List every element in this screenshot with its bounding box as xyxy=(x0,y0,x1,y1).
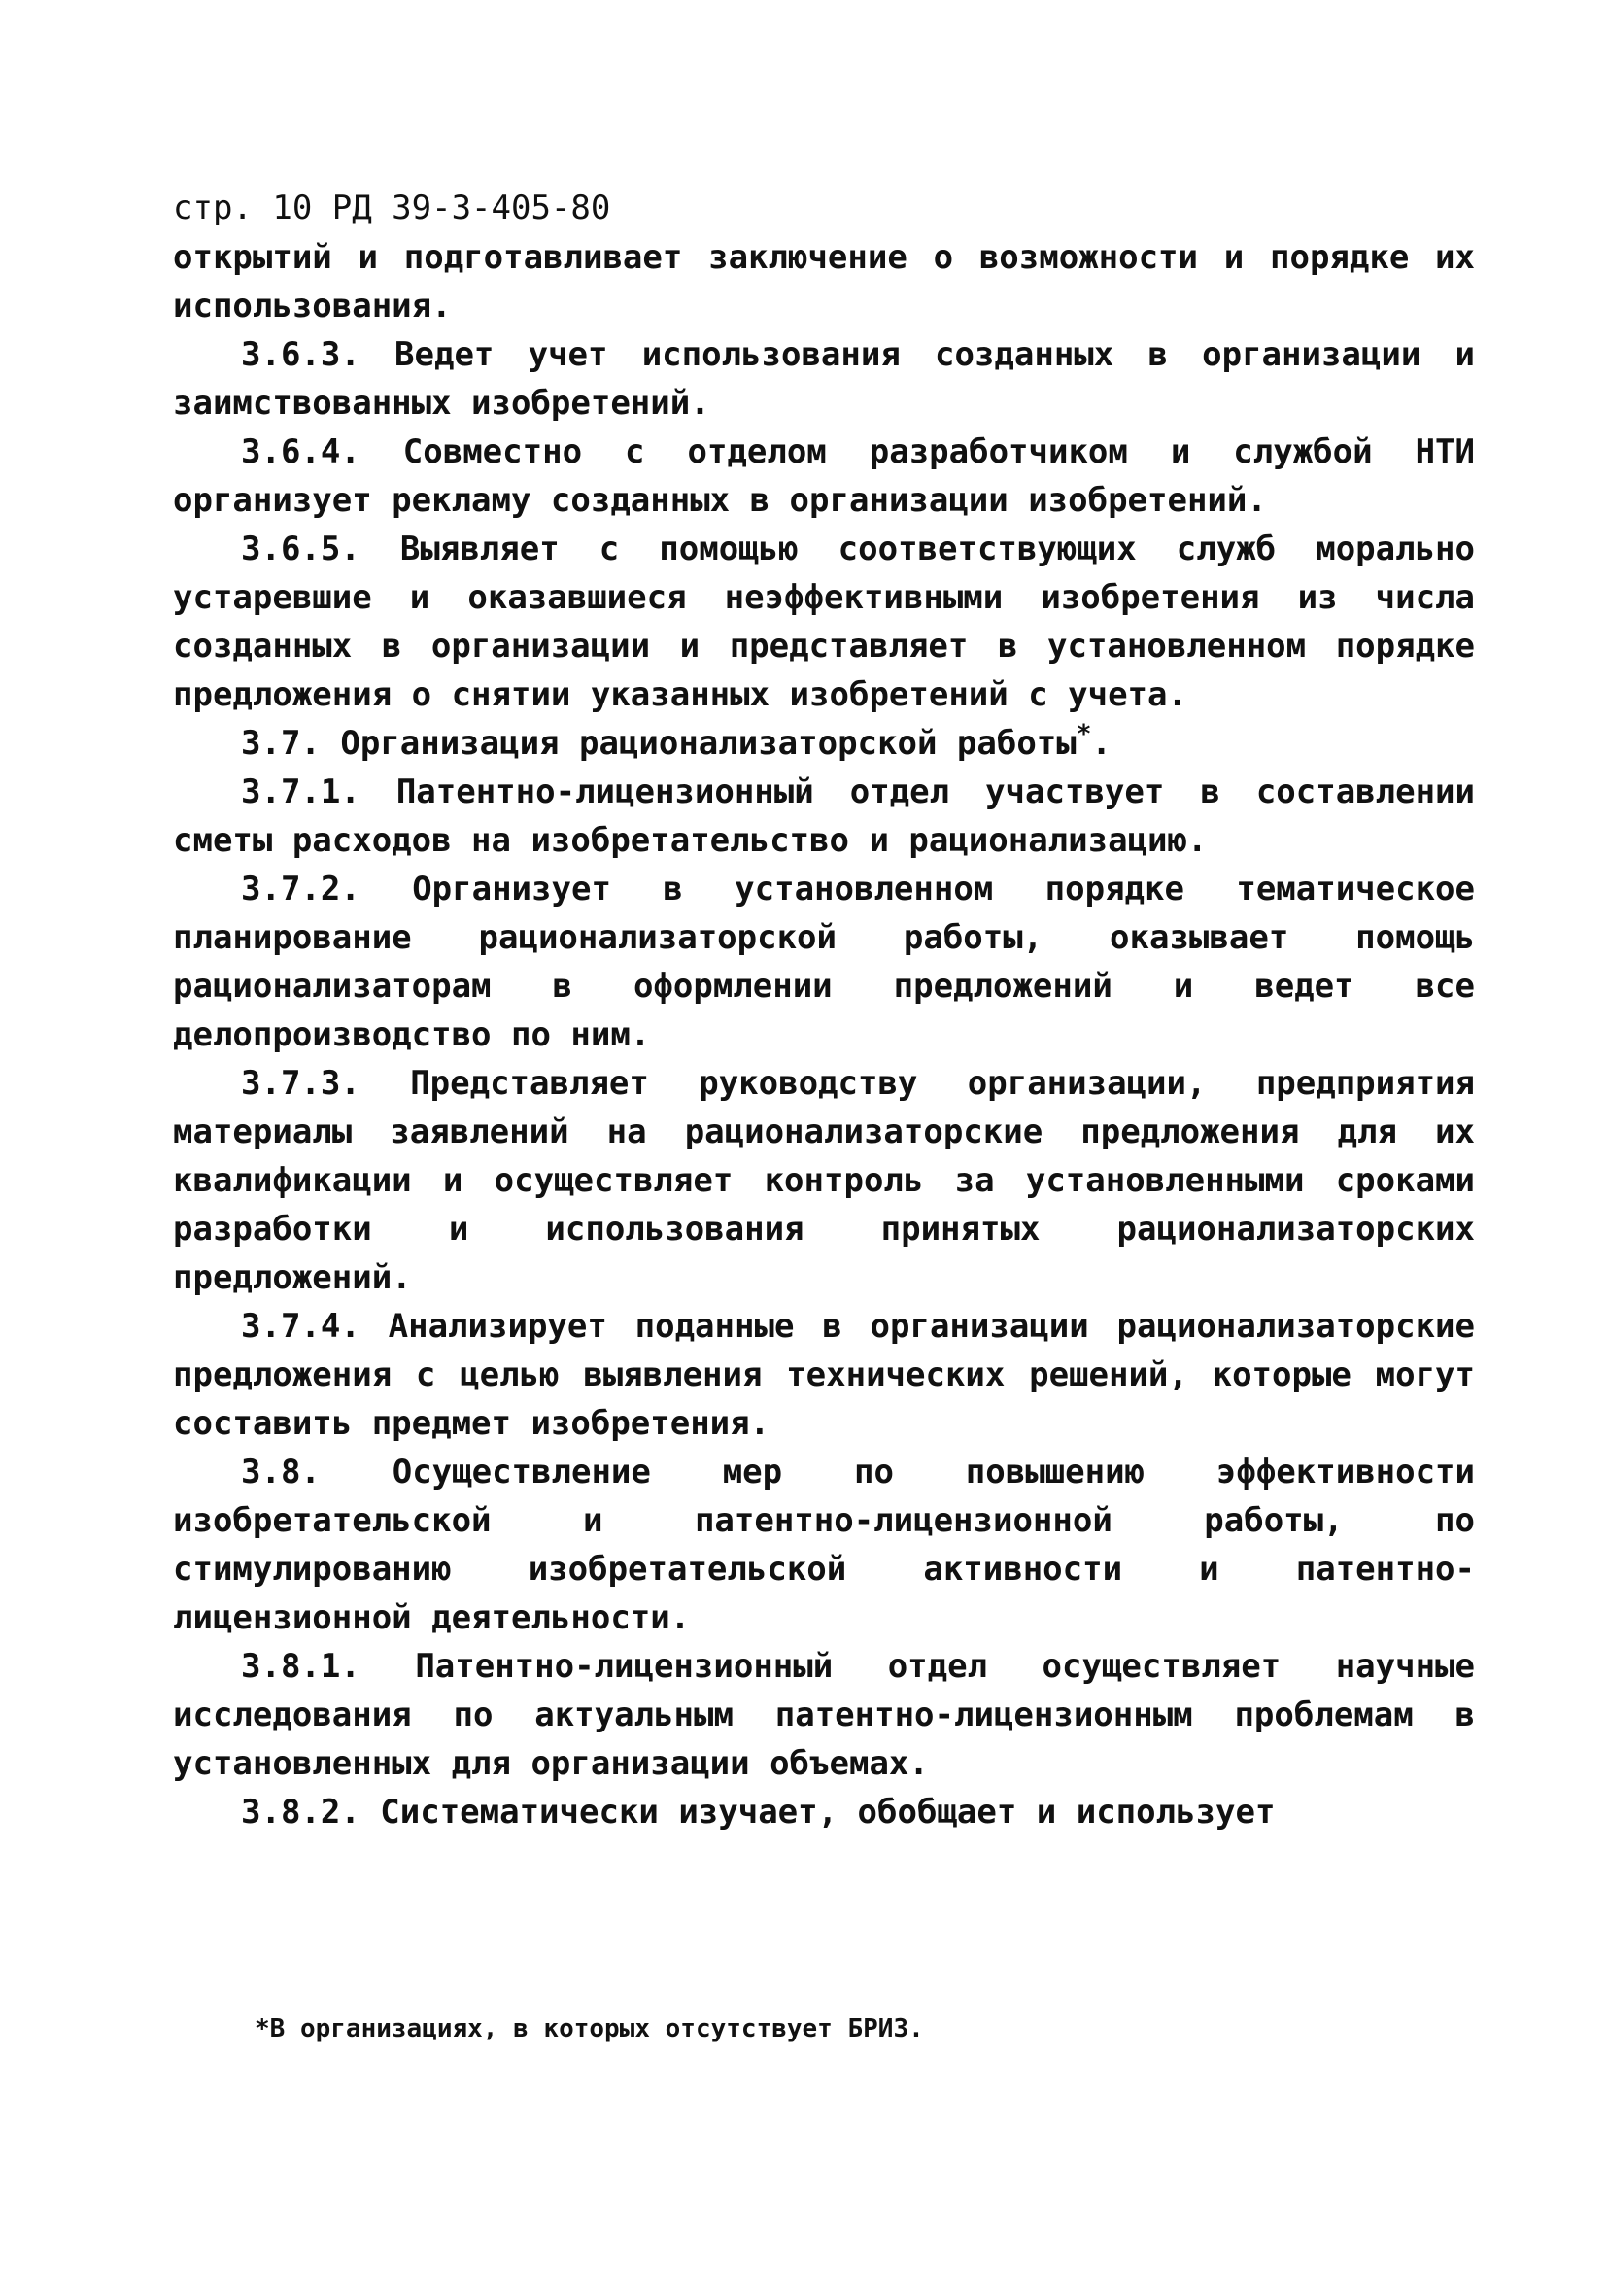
paragraph-3-8-2: 3.8.2. Систематически изучает, обобщает и использует xyxy=(241,1793,1276,1832)
heading-period: . xyxy=(1091,724,1112,763)
body-text xyxy=(173,233,1475,1836)
paragraph-3-7-3: 3.7.3. Представляет руководству организации, предприятия материалы заявлений на рационализаторские предложения для их квалификации и осуществляет контроль за установленными сроками разработки и использования принятых рационализаторских предложений. xyxy=(173,1064,1475,1297)
paragraph-3-7-2: 3.7.2. Организует в установленном порядке тематическое планирование рационализаторской работы, оказывает помощь рационализаторам в оформлении предложений и ведет все делопроизводство по ним. xyxy=(173,870,1475,1054)
section-heading-3-7: 3.7. Организация рационализаторской работы xyxy=(241,724,1077,763)
paragraph-3-7-4: 3.7.4. Анализирует поданные в организации рационализаторские предложения с целью выявления технических решений, которые могут составить предмет изобретения. xyxy=(173,1307,1475,1443)
paragraph-3-6-3: 3.6.3. Ведет учет использования созданных в организации и заимствованных изобретений. xyxy=(173,335,1475,423)
paragraph-3-8-1: 3.8.1. Патентно-лицензионный отдел осуществляет научные исследования по актуальным патентно-лицензионным проблемам в установленных для организации объемах. xyxy=(173,1647,1475,1783)
paragraph-3-7 xyxy=(173,719,1475,768)
paragraph-3-8: 3.8. Осуществление мер по повышению эффективности изобретательской и патентно-лицензионной работы, по стимулированию изобретательской активности и патентно-лицензионной деятельности. xyxy=(173,1453,1475,1637)
footnote xyxy=(255,2011,924,2046)
paragraph-3-6-4: 3.6.4. Совместно с отделом разработчиком и службой НТИ организует рекламу созданных в организации изобретений. xyxy=(173,432,1475,520)
footnote-text: В организациях, в которых отсутствует БРИЗ. xyxy=(269,2014,924,2043)
paragraph-3-7-1: 3.7.1. Патентно-лицензионный отдел участвует в составлении сметы расходов на изобретательство и рационализацию. xyxy=(173,772,1475,860)
paragraph-continuation: открытий и подготавливает заключение о возможности и порядке их использования. xyxy=(173,238,1475,326)
page-header: стр. 10 РД 39-3-405-80 xyxy=(173,188,611,227)
footnote-mark: * xyxy=(255,2014,270,2043)
paragraph-3-6-5: 3.6.5. Выявляет с помощью соответствующих служб морально устаревшие и оказавшиеся неэффективными изобретения из числа созданных в организации и представляет в установленном порядке предложения о снятии указанных изобретений с учета. xyxy=(173,530,1475,714)
footnote-marker: * xyxy=(1076,719,1092,749)
